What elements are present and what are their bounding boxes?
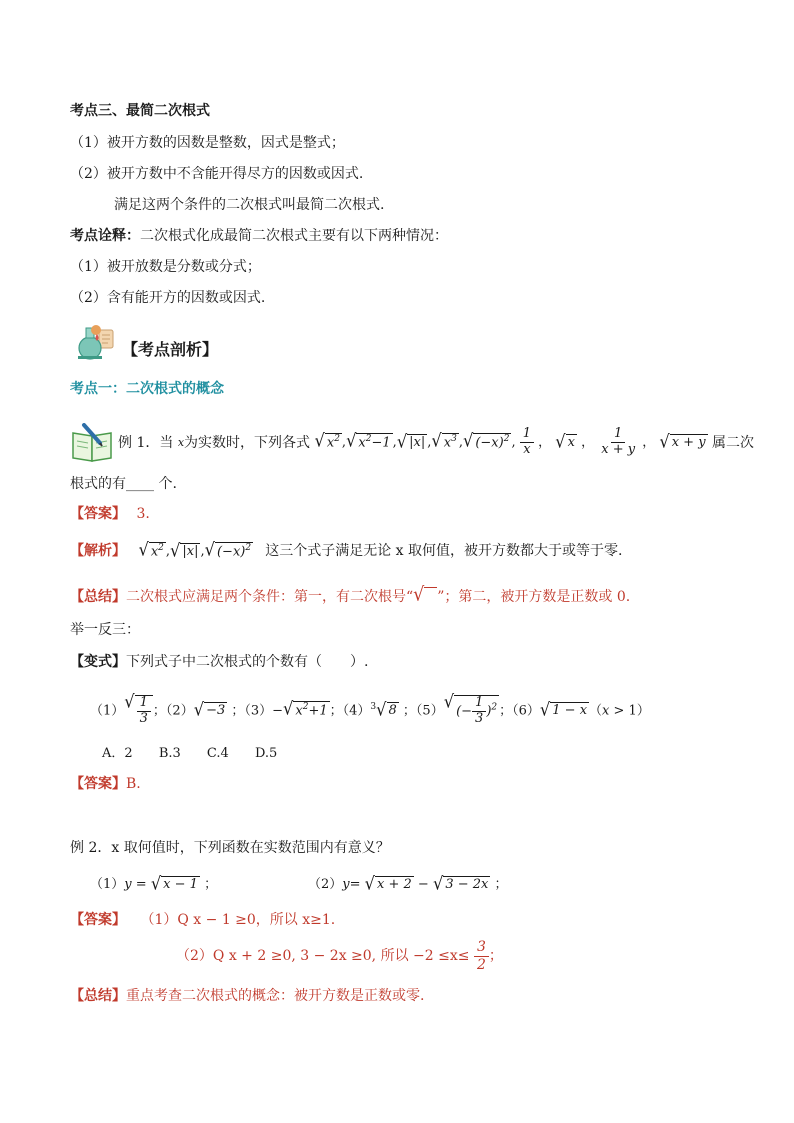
example1-summary-b: ”；第二，被开方数是正数或 0. — [437, 589, 631, 605]
example2-summary-line — [70, 986, 424, 1006]
example1-summary-label: 【总结】 — [70, 589, 126, 605]
point1-title: 考点一：二次根式的概念 — [70, 381, 224, 397]
example1-analysis-label: 【解析】 — [70, 543, 126, 559]
practice-label: 举一反三： — [70, 622, 140, 638]
variant-answer: B. — [126, 776, 141, 792]
example1-analysis-exprs: √ $x^2$ , √ |x| , √ $(-x)^2$ — [138, 538, 252, 561]
option-c: C.4 — [206, 746, 229, 761]
example1-line — [118, 425, 754, 461]
flask-icon — [74, 322, 118, 366]
note-line — [70, 226, 448, 246]
variant-text: 下列式子中二次根式的个数有（ ）. — [126, 654, 369, 670]
example1-var: x — [177, 436, 185, 449]
section3-item-2: （2）被开方数中不含能开得尽方的因数或因式. — [70, 166, 364, 182]
example1-analysis: 这三个式子满足无论 x 取何值，被开方数都大于或等于零. — [265, 543, 623, 559]
variant-options — [102, 744, 277, 764]
note-text: 二次根式化成最简二次根式主要有以下两种情况： — [140, 228, 448, 244]
example1-answer-line — [70, 504, 150, 524]
example2-ans1: （1）Q x − 1 ≥0，所以 x≥1. — [140, 912, 336, 928]
note-item-1: （1）被开放数是分数或分式； — [70, 259, 261, 275]
example1-lead: 例 1．当 — [118, 435, 174, 451]
radical-sign: √ — [413, 587, 437, 606]
example2-ans2-line: （2）Q x + 2 ≥0, 3 − 2x ≥0, 所以 −2 ≤x≤ $\frac{3}{2}$ ； — [176, 939, 503, 973]
example2-ans2: （2）Q x + 2 ≥0, 3 − 2x ≥0, 所以 −2 ≤x≤ — [176, 948, 470, 964]
example2-title: 例 2．x 取何值时，下列函数在实数范围内有意义？ — [70, 840, 390, 856]
frac-three-halves: $\frac{3}{2}$ — [474, 939, 489, 972]
example2-f2-label: （2） — [308, 877, 343, 892]
example1-line2: 根式的有____ 个. — [70, 476, 177, 492]
option-d: D.5 — [254, 746, 278, 761]
example2-f1-label: （1） — [90, 877, 125, 892]
variant-answer-line — [70, 774, 141, 794]
variant-line — [70, 652, 368, 672]
example1-summary-a: 二次根式应满足两个条件：第一，有二次根号“ — [126, 589, 414, 605]
example1-analysis-line — [70, 536, 622, 567]
example1-tail: 属二次 — [712, 435, 754, 451]
example1-answer-label: 【答案】 — [70, 506, 126, 522]
variant-expressions: （1） √ $\frac{1}{3}$ ；（2） √ −3 ；（3）− √ $x^2+1$ ；$(4)^3$ √ 8 ；（5） √ (− $\frac{1}{3}$ )$^2$ ；（6） √ 1 − x （x > 1） — [90, 691, 650, 726]
example2-summary-label: 【总结】 — [70, 988, 126, 1004]
section3-summary: 满足这两个条件的二次根式叫最简二次根式. — [114, 197, 385, 213]
note-item-2: （2）含有能开方的因数或因式. — [70, 290, 266, 306]
variant-label: 【变式】 — [70, 654, 126, 670]
section3-item-1: （1）被开方数的因数是整数，因式是整式； — [70, 135, 345, 151]
example1-answer: 3. — [136, 506, 150, 522]
analysis-heading: 【考点剖析】 — [122, 340, 219, 359]
book-pencil-icon — [70, 423, 116, 467]
section3-title: 考点三、最简二次根式 — [70, 103, 210, 119]
example1-expressions: √ $x^2$ , √ $x^2-1$ , √ |x| , √ $x^3$ , √ $(-x)^2$ , $\frac{1}{x}$ ， √ x ， $\frac{1}{x + y}$ ， √ x + y — [314, 426, 706, 457]
example1-mid: 为实数时，下列各式 — [184, 435, 311, 451]
variant-answer-label: 【答案】 — [70, 776, 126, 792]
example2-f2: （2）y= √ x + 2 − √ 3 − 2x ； — [308, 872, 508, 894]
example1-summary-line — [70, 584, 630, 610]
option-a: A．2 — [102, 746, 133, 761]
example2-answer-line — [70, 910, 335, 930]
example2-answer-label: 【答案】 — [70, 912, 126, 928]
note-label: 考点诠释： — [70, 228, 140, 244]
example2-f1: （1）y = √ x − 1 ； — [90, 872, 218, 894]
option-b: B.3 — [158, 746, 181, 761]
example2-summary: 重点考查二次根式的概念：被开方数是正数或零. — [126, 988, 425, 1004]
